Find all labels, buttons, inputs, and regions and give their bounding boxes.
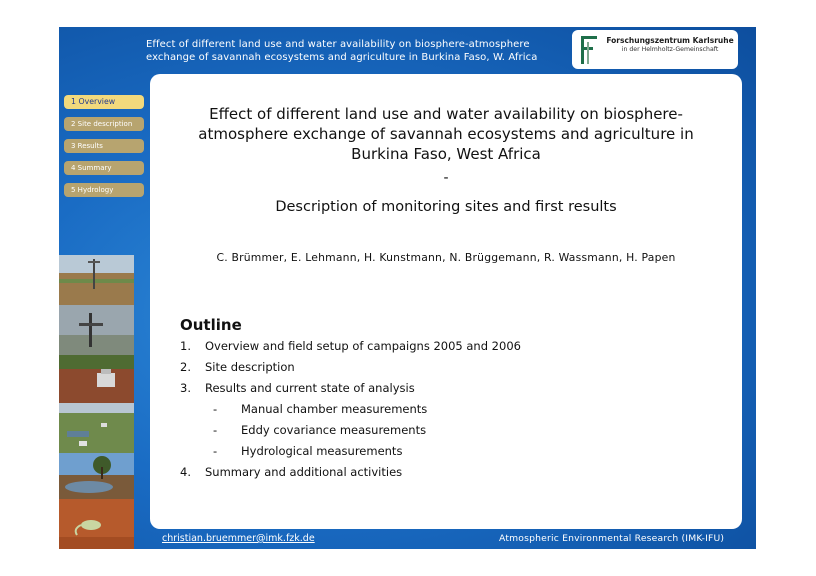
outline-subitem-text: Hydrological measurements bbox=[241, 444, 403, 458]
outline-item-text: Site description bbox=[205, 360, 295, 374]
title-line-3: Burkina Faso, West Africa bbox=[351, 145, 541, 163]
nav-item-hydrology[interactable]: 5 Hydrology bbox=[64, 183, 144, 197]
nav-item-site-description[interactable]: 2 Site description bbox=[64, 117, 144, 131]
outline-subitem-bullet: - bbox=[213, 444, 218, 458]
presentation-title bbox=[170, 104, 722, 164]
outline-subitem bbox=[180, 423, 720, 444]
field-photo-chameleon bbox=[59, 499, 134, 549]
author-list: C. Brümmer, E. Lehmann, H. Kunstmann, N. Brüggemann, R. Wassmann, H. Papen bbox=[216, 251, 676, 264]
outline-item-number: 2. bbox=[180, 360, 191, 374]
institute-name: Atmospheric Environmental Research (IMK-IFU) bbox=[499, 533, 725, 544]
outline-item bbox=[180, 381, 720, 402]
header-title bbox=[146, 38, 586, 64]
header-title-line-2: exchange of savannah ecosystems and agriculture in Burkina Faso, W. Africa bbox=[146, 52, 538, 63]
outline-item bbox=[180, 465, 720, 486]
outline-item-text: Results and current state of analysis bbox=[205, 381, 415, 395]
title-separator: - bbox=[443, 170, 449, 186]
institution-logo bbox=[572, 30, 738, 69]
field-photo-tower bbox=[59, 255, 134, 305]
outline-subitem bbox=[180, 402, 720, 423]
field-photo-chamber bbox=[59, 355, 134, 403]
outline-subitem-bullet: - bbox=[213, 402, 218, 416]
content-panel bbox=[150, 74, 742, 529]
logo-subtitle: in der Helmholtz-Gemeinschaft bbox=[621, 46, 719, 53]
outline-item-text: Overview and field setup of campaigns 2005 and 2006 bbox=[205, 339, 521, 353]
outline-subitem-bullet: - bbox=[213, 423, 218, 437]
outline-item-text: Summary and additional activities bbox=[205, 465, 403, 479]
field-photo-wet-field bbox=[59, 403, 134, 453]
fzk-logo-icon bbox=[579, 34, 601, 66]
section-nav bbox=[64, 95, 144, 205]
outline-item-number: 4. bbox=[180, 465, 191, 479]
logo-title: Forschungszentrum Karlsruhe bbox=[606, 36, 734, 45]
title-line-1: Effect of different land use and water availability on biosphere- bbox=[209, 105, 683, 123]
outline-item-number: 1. bbox=[180, 339, 191, 353]
header-title-line-1: Effect of different land use and water availability on biosphere-atmosphere bbox=[146, 39, 530, 50]
field-photo-instrument bbox=[59, 305, 134, 355]
field-photo-strip bbox=[59, 255, 134, 549]
outline-item bbox=[180, 339, 720, 360]
presentation-subtitle: Description of monitoring sites and first results bbox=[275, 199, 617, 215]
outline-item-number: 3. bbox=[180, 381, 191, 395]
nav-item-results[interactable]: 3 Results bbox=[64, 139, 144, 153]
slide bbox=[59, 27, 756, 549]
outline-subitem bbox=[180, 444, 720, 465]
outline-subitem-text: Eddy covariance measurements bbox=[241, 423, 427, 437]
outline-heading: Outline bbox=[180, 316, 242, 334]
outline-item bbox=[180, 360, 720, 381]
outline-subitem-text: Manual chamber measurements bbox=[241, 402, 428, 416]
nav-item-summary[interactable]: 4 Summary bbox=[64, 161, 144, 175]
nav-item-overview[interactable]: 1 Overview bbox=[64, 95, 144, 109]
outline-list bbox=[180, 339, 720, 486]
field-photo-waterhole bbox=[59, 453, 134, 499]
title-line-2: atmosphere exchange of savannah ecosystems and agriculture in bbox=[198, 125, 694, 143]
contact-email-link[interactable]: christian.bruemmer@imk.fzk.de bbox=[162, 533, 315, 544]
